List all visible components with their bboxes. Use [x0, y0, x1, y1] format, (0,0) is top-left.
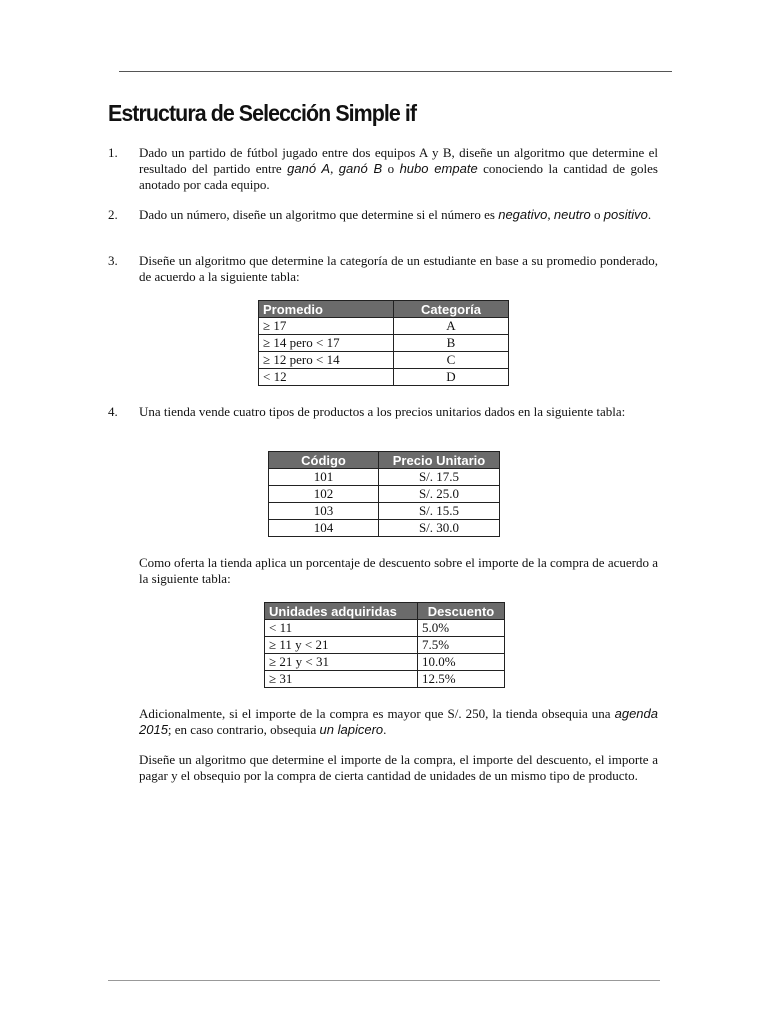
- table-header: Categoría: [394, 301, 509, 318]
- exercise-text: Dado un número, diseñe un algoritmo que determine si el número es negativo, neutro o positivo.: [139, 207, 652, 222]
- table-row: ≥ 14 pero < 17 B: [259, 335, 509, 352]
- exercise-text: Dado un partido de fútbol jugado entre dos equipos A y B, diseñe un algoritmo que determine el resultado del partido entre ganó A, ganó B o hubo empate conociendo la cantidad de goles anotado por cada equipo.: [139, 145, 658, 192]
- table-row: 102 S/. 25.0: [269, 486, 500, 503]
- exercise-text: Una tienda vende cuatro tipos de productos a los precios unitarios dados en la siguiente tabla:: [139, 404, 626, 419]
- table-header: Promedio: [259, 301, 394, 318]
- table-row: ≥ 21 y < 31 10.0%: [265, 654, 505, 671]
- table-descuento: [264, 602, 505, 688]
- table-row: < 11 5.0%: [265, 620, 505, 637]
- exercise-number: 1.: [108, 145, 118, 160]
- page-title: Estructura de Selección Simple if: [108, 100, 417, 126]
- table-header: Unidades adquiridas: [265, 603, 418, 620]
- emphasis: hubo empate: [399, 161, 478, 176]
- emphasis: negativo: [498, 207, 548, 222]
- exercise-3: [108, 253, 658, 285]
- table-header: Precio Unitario: [379, 452, 500, 469]
- top-rule: [119, 71, 672, 72]
- emphasis: neutro: [553, 207, 591, 222]
- exercise-1: [108, 145, 658, 193]
- table-header: Código: [269, 452, 379, 469]
- table-categoria: [258, 300, 509, 386]
- table-precios: [268, 451, 500, 537]
- table-row: ≥ 12 pero < 14 C: [259, 352, 509, 369]
- table-row: 104 S/. 30.0: [269, 520, 500, 537]
- adicional-paragraph: Adicionalmente, si el importe de la compra es mayor que S/. 250, la tienda obsequia una agenda 2015; en caso contrario, obsequia un lapicero.: [139, 706, 658, 737]
- table-row: ≥ 11 y < 21 7.5%: [265, 637, 505, 654]
- bottom-rule: [108, 980, 660, 981]
- emphasis: ganó A: [287, 161, 331, 176]
- emphasis: ganó B: [338, 161, 383, 176]
- exercise-2: [108, 207, 658, 223]
- table-row: < 12 D: [259, 369, 509, 386]
- oferta-paragraph: Como oferta la tienda aplica un porcentaje de descuento sobre el importe de la compra de acuerdo a la siguiente tabla:: [139, 555, 658, 586]
- exercise-4: [108, 404, 658, 420]
- table-header: Descuento: [418, 603, 505, 620]
- exercise-number: 4.: [108, 404, 118, 419]
- final-paragraph: Diseñe un algoritmo que determine el importe de la compra, el importe del descuento, el importe a pagar y el obsequio por la compra de cierta cantidad de unidades de un mismo tipo de producto.: [139, 752, 658, 783]
- exercise-text: Diseñe un algoritmo que determine la categoría de un estudiante en base a su promedio ponderado, de acuerdo a la siguiente tabla:: [139, 253, 658, 284]
- emphasis: agenda 2015: [139, 706, 658, 737]
- emphasis: positivo: [603, 207, 648, 222]
- table-row: ≥ 31 12.5%: [265, 671, 505, 688]
- table-row: 101 S/. 17.5: [269, 469, 500, 486]
- table-row: ≥ 17 A: [259, 318, 509, 335]
- exercise-number: 3.: [108, 253, 118, 268]
- exercise-number: 2.: [108, 207, 118, 222]
- table-row: 103 S/. 15.5: [269, 503, 500, 520]
- emphasis: un lapicero: [319, 722, 384, 737]
